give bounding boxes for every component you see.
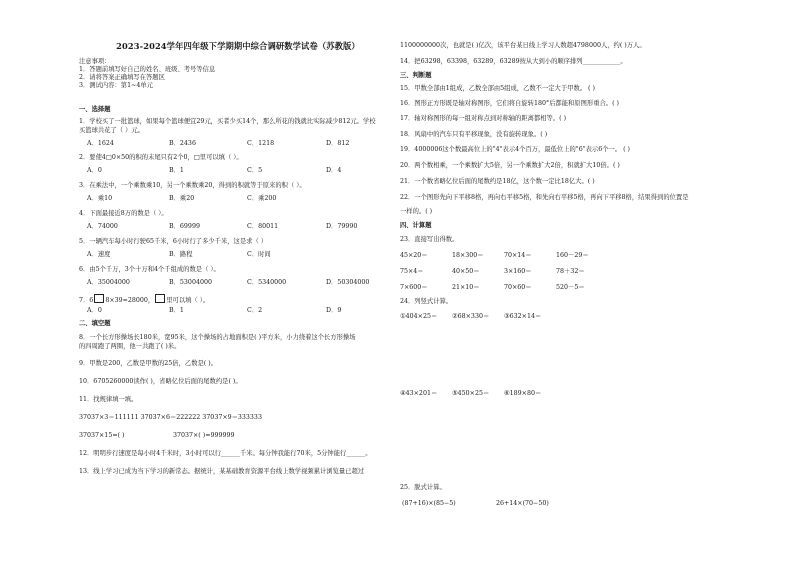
notice-heading: 注意事项： — [79, 58, 111, 65]
option-c[interactable]: C．2 — [247, 307, 263, 314]
pattern-row-2a: 37037×15=( ) — [79, 432, 125, 439]
option-b[interactable]: B．69999 — [169, 223, 200, 230]
option-c[interactable]: C．5340000 — [247, 279, 287, 286]
question-15: 15．甲数全部由1组成，乙数全部由5组成，乙数不一定大于甲数。 ( ) — [400, 85, 595, 92]
section-heading-choice: 一、选择题 — [79, 106, 111, 113]
section-heading-calc: 四、计算题 — [400, 222, 432, 229]
option-d[interactable]: D．4 — [326, 167, 342, 174]
exam-title: 2023-2024学年四年级下学期期中综合调研数学试卷（苏教版） — [116, 41, 360, 51]
question-1: 1．学校买了一批篮球，如果每个篮球便宜29元，买者少买14个，那么所花的钱就比实际减少812元。学校 — [79, 118, 376, 125]
option-b[interactable]: B．1 — [169, 307, 184, 314]
option-c[interactable]: C．80011 — [247, 223, 279, 230]
notice-item: 2．请将答案正确填写在答题区 — [79, 74, 165, 81]
option-b[interactable]: B．1 — [169, 167, 184, 174]
pattern-row-1: 37037×3＝111111 37037×6＝222222 37037×9＝333333 — [79, 414, 262, 421]
question-7-start: 7．6 — [79, 297, 94, 304]
question-16: 16．图形正方形既是轴对称图形，它们将自旋转180°后都能和原图形重合。( ) — [400, 100, 620, 107]
answer-box[interactable] — [94, 294, 104, 303]
calc-item: 45×20＝ — [400, 252, 428, 259]
vertical-calc-item: ②68×330＝ — [452, 313, 490, 320]
option-a[interactable]: A．速度 — [87, 251, 111, 258]
calc-item: 7×600＝ — [400, 284, 428, 291]
question-13-cont: 1100000000次，也就是( )亿次，该平台某日线上学习人数超4798000人，约( )万人。 — [400, 42, 646, 49]
question-9: 9．甲数是200，乙数是甲数的25倍，乙数是( )。 — [79, 360, 217, 367]
question-4: 4．下面最接近8万的数是（ ）。 — [79, 210, 168, 217]
question-22-cont: 一样的。( ) — [400, 208, 433, 215]
question-22: 22．一个图形先向下平移8格，再向右平移5格，和先向右平移5格，再向下平移8格，结果得到的位置是 — [400, 194, 689, 201]
question-21: 21．一个数省略亿位后面的尾数约是18亿，这个数一定比18亿大。( ) — [400, 178, 595, 185]
option-c[interactable]: C．5 — [247, 167, 263, 174]
question-24: 24．列竖式计算。 — [400, 298, 453, 305]
calc-item: 18×300＝ — [452, 252, 484, 259]
calc-item: 78＋32＝ — [556, 268, 585, 275]
option-c[interactable]: C．1218 — [247, 140, 275, 147]
option-d[interactable]: D．79990 — [326, 223, 358, 230]
question-25: 25．脱式计算。 — [400, 484, 446, 491]
mixed-calc-item: 26+14×(70−50) — [496, 500, 549, 507]
question-23: 23．直接写出得数。 — [400, 236, 459, 243]
section-heading-judge: 三、判断题 — [400, 72, 432, 79]
option-a[interactable]: A．乘10 — [87, 195, 113, 202]
question-13: 13．线上学习已成为当下学习的新常态。据统计，某基础教育资源平台线上数学视频累计浏览量已超过 — [79, 468, 365, 475]
question-19: 19．4000006这个数最高位上的"4"表示4个百万，最低位上的"6"表示6个一。 ( ) — [400, 146, 631, 153]
vertical-calc-item: ⑤450×25＝ — [452, 390, 490, 397]
option-c[interactable]: C．乘200 — [247, 195, 277, 202]
question-12: 12．明明步行速度是每小时4千米时，3小时可以行______千米。每分钟我能行70米，5分钟能行______。 — [79, 450, 372, 457]
question-7-mid: 8×39≈28000， — [105, 297, 155, 304]
question-8: 8．一个长方形操场长180米，宽95米，这个操场的占地面积是( )平方米，小力绕着这个长方形操场 — [79, 334, 356, 341]
question-11: 11．找规律填一填。 — [79, 396, 138, 403]
question-7-end: 里可以填（ ）。 — [166, 297, 210, 304]
mixed-calc-item: (87+16)×(85−5) — [402, 500, 456, 507]
question-5: 5．一辆汽车每小时行驶65千米，6小时行了多少千米，这是求（ ） — [79, 238, 268, 245]
question-3: 3．在乘法中，一个乘数乘10，另一个乘数乘20，得到的积就等于原来的积（ ）。 — [79, 182, 306, 189]
option-b[interactable]: B．路程 — [169, 251, 193, 258]
option-a[interactable]: A．0 — [87, 167, 102, 174]
section-heading-fill: 二、填空题 — [79, 320, 111, 327]
calc-item: 21×10＝ — [452, 284, 480, 291]
option-c[interactable]: C．时间 — [247, 251, 271, 258]
calc-item: 70×14＝ — [504, 252, 532, 259]
option-a[interactable]: A．1624 — [87, 140, 114, 147]
question-7 — [79, 294, 209, 305]
calc-item: 3×160＝ — [504, 268, 532, 275]
option-a[interactable]: A．35004000 — [87, 279, 130, 286]
question-6: 6．由5个千万，3个十万和4个千组成的数是（ ）。 — [79, 266, 220, 273]
notice-item: 1．答题前填写好自己的姓名、班级、考号等信息 — [79, 66, 216, 73]
calc-item: 40×50＝ — [452, 268, 480, 275]
option-d[interactable]: D．812 — [326, 140, 350, 147]
option-a[interactable]: A．0 — [87, 307, 102, 314]
option-d[interactable]: D．9 — [326, 307, 342, 314]
question-1-cont: 买篮球共花了（ ）元。 — [79, 127, 144, 134]
answer-box[interactable] — [155, 294, 165, 303]
vertical-calc-item: ⑥189×80＝ — [504, 390, 542, 397]
vertical-calc-item: ①404×25＝ — [400, 313, 438, 320]
option-b[interactable]: B．53004000 — [169, 279, 212, 286]
option-b[interactable]: B．2436 — [169, 140, 196, 147]
question-20: 20．两个数相乘，一个乘数扩大5倍，另一个乘数扩大2倍，积就扩大10倍。( ) — [400, 162, 620, 169]
question-2: 2．要使4□0×50的积的末尾只有2个0，□里可以填（ ）。 — [79, 154, 243, 161]
vertical-calc-item: ③632×14＝ — [504, 313, 542, 320]
question-10: 10．6705260000读作( )，省略亿位后面的尾数约是( )。 — [79, 378, 242, 385]
option-b[interactable]: B．乘20 — [169, 195, 195, 202]
question-14: 14．把63298，63398，63289，63289按从大到小的顺序排列____________。 — [400, 58, 627, 65]
notice-item: 3．测试内容：第1~4单元 — [79, 82, 153, 89]
option-d[interactable]: D．50304000 — [326, 279, 370, 286]
question-8-cont: 的四周跑了两圈，他一共跑了( )米。 — [79, 343, 181, 350]
vertical-calc-item: ④43×201＝ — [400, 390, 438, 397]
calc-item: 70×60＝ — [504, 284, 532, 291]
question-17: 17．轴对称图形的每一组对称点到对称轴的距离都相等。( ) — [400, 115, 567, 122]
option-a[interactable]: A．74000 — [87, 223, 118, 230]
calc-item: 520－5＝ — [556, 284, 585, 291]
calc-item: 75×4＝ — [400, 268, 424, 275]
question-18: 18．风扇中的汽车只有平移现象，没有旋转现象。( ) — [400, 131, 548, 138]
calc-item: 160－29＝ — [556, 252, 589, 259]
pattern-row-2b: 37037×( )=999999 — [173, 432, 235, 439]
